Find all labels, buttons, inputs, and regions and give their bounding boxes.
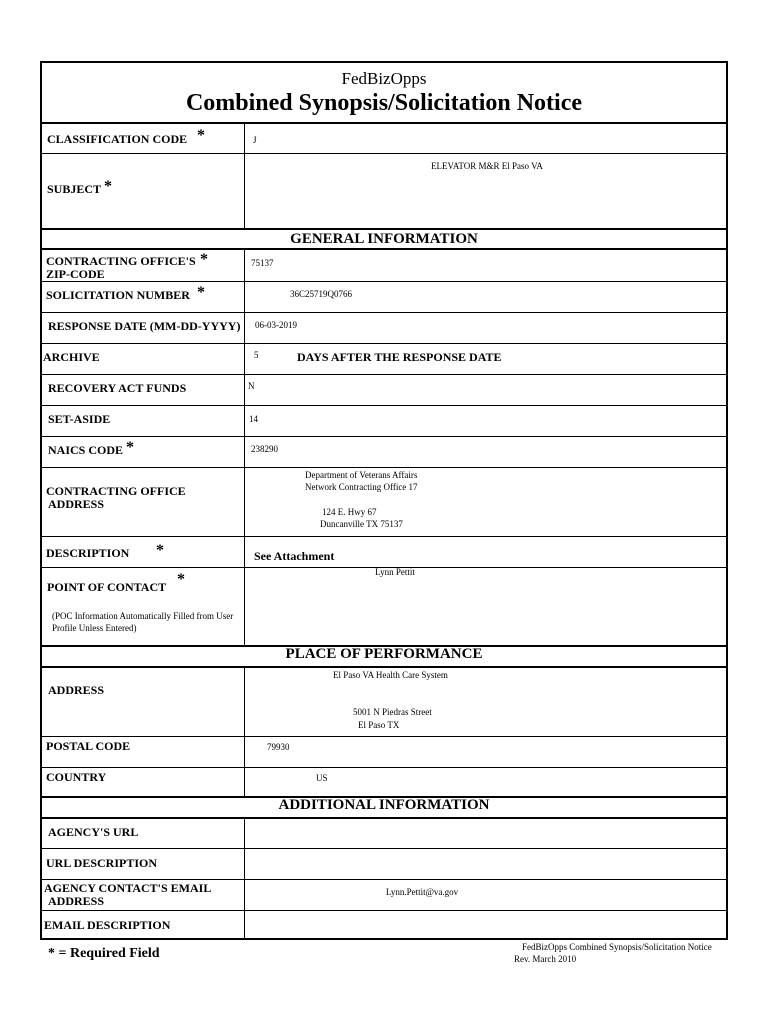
- office-address-line[interactable]: Network Contracting Office 17: [305, 482, 418, 492]
- divider: [42, 153, 726, 154]
- required-asterisk: *: [104, 178, 112, 195]
- description-label: DESCRIPTION: [46, 546, 130, 560]
- section-general-information: GENERAL INFORMATION: [290, 231, 478, 247]
- solicitation-number-value[interactable]: 36C25719Q0766: [290, 289, 353, 299]
- agency-email-label-line1: AGENCY CONTACT'S EMAIL: [44, 881, 212, 895]
- solicitation-number-label: SOLICITATION NUMBER: [46, 288, 190, 302]
- divider: [42, 910, 726, 911]
- set-aside-value[interactable]: 14: [249, 414, 258, 424]
- divider: [42, 281, 726, 282]
- required-asterisk: *: [156, 542, 164, 559]
- divider: [42, 767, 726, 768]
- divider: [42, 312, 726, 313]
- archive-suffix: DAYS AFTER THE RESPONSE DATE: [297, 350, 502, 364]
- response-date-label: RESPONSE DATE (MM-DD-YYYY): [48, 319, 241, 333]
- divider: [42, 817, 726, 819]
- pop-address-line[interactable]: El Paso VA Health Care System: [333, 670, 448, 680]
- divider: [42, 536, 726, 537]
- contracting-office-address-label-line2: ADDRESS: [48, 497, 105, 511]
- section-place-of-performance: PLACE OF PERFORMANCE: [285, 646, 483, 662]
- naics-code-value[interactable]: 238290: [251, 444, 278, 454]
- header-org: FedBizOpps: [341, 69, 427, 88]
- description-value[interactable]: See Attachment: [254, 549, 335, 563]
- divider: [42, 248, 726, 250]
- subject-label: SUBJECT: [47, 182, 102, 196]
- agency-email-label-line2: ADDRESS: [48, 894, 105, 908]
- required-asterisk: *: [126, 439, 134, 456]
- divider: [42, 343, 726, 344]
- footer-revision: Rev. March 2010: [514, 954, 577, 964]
- naics-code-label: NAICS CODE: [48, 443, 124, 457]
- divider: [42, 848, 726, 849]
- recovery-act-funds-label: RECOVERY ACT FUNDS: [48, 381, 187, 395]
- zip-code-label-line1: CONTRACTING OFFICE'S: [46, 254, 196, 268]
- divider: [42, 374, 726, 375]
- zip-code-label-line2: ZIP-CODE: [46, 267, 105, 281]
- office-address-line[interactable]: 124 E. Hwy 67: [322, 507, 377, 517]
- required-field-note: * = Required Field: [48, 946, 160, 961]
- divider: [42, 879, 726, 880]
- poc-note: (POC Information Automatically Filled from User Profile Unless Entered): [52, 611, 234, 633]
- response-date-value[interactable]: 06-03-2019: [255, 320, 297, 330]
- office-address-line[interactable]: Duncanville TX 75137: [320, 519, 403, 529]
- section-additional-information: ADDITIONAL INFORMATION: [278, 797, 490, 813]
- classification-code-value[interactable]: J: [253, 135, 257, 145]
- agency-email-value[interactable]: Lynn.Pettit@va.gov: [385, 887, 459, 897]
- solicitation-form: [40, 61, 728, 940]
- country-value[interactable]: US: [316, 773, 328, 783]
- pop-address-label: ADDRESS: [48, 683, 105, 697]
- column-divider: [244, 818, 245, 940]
- divider: [42, 467, 726, 468]
- required-asterisk: *: [197, 284, 205, 301]
- footer-form-name: FedBizOpps Combined Synopsis/Solicitation Notice: [522, 942, 712, 952]
- column-divider: [244, 123, 245, 228]
- required-asterisk: *: [197, 127, 205, 144]
- column-divider: [244, 249, 245, 645]
- required-asterisk: *: [200, 251, 208, 268]
- divider: [42, 736, 726, 737]
- required-asterisk: *: [177, 571, 185, 588]
- set-aside-label: SET-ASIDE: [48, 412, 111, 426]
- divider: [42, 405, 726, 406]
- url-description-label: URL DESCRIPTION: [46, 856, 158, 870]
- divider: [42, 228, 726, 230]
- postal-code-value[interactable]: 79930: [267, 742, 290, 752]
- country-label: COUNTRY: [46, 770, 107, 784]
- divider: [42, 122, 726, 124]
- subject-value[interactable]: ELEVATOR M&R El Paso VA: [431, 161, 543, 171]
- zip-code-value[interactable]: 75137: [251, 258, 274, 268]
- contracting-office-address-label-line1: CONTRACTING OFFICE: [46, 484, 186, 498]
- email-description-label: EMAIL DESCRIPTION: [44, 918, 171, 932]
- classification-code-label: CLASSIFICATION CODE: [47, 132, 188, 146]
- point-of-contact-value[interactable]: Lynn Pettit: [375, 567, 415, 577]
- archive-label: ARCHIVE: [43, 350, 100, 364]
- postal-code-label: POSTAL CODE: [46, 739, 131, 753]
- column-divider: [244, 667, 245, 796]
- archive-value[interactable]: 5: [254, 350, 259, 360]
- divider: [42, 666, 726, 668]
- recovery-act-funds-value[interactable]: N: [248, 381, 255, 391]
- office-address-line[interactable]: Department of Veterans Affairs: [305, 470, 418, 480]
- pop-address-line[interactable]: 5001 N Piedras Street: [353, 707, 432, 717]
- page-title: Combined Synopsis/Solicitation Notice: [185, 90, 583, 116]
- pop-address-line[interactable]: El Paso TX: [358, 720, 400, 730]
- agency-url-label: AGENCY'S URL: [48, 825, 139, 839]
- divider: [42, 436, 726, 437]
- point-of-contact-label: POINT OF CONTACT: [47, 580, 167, 594]
